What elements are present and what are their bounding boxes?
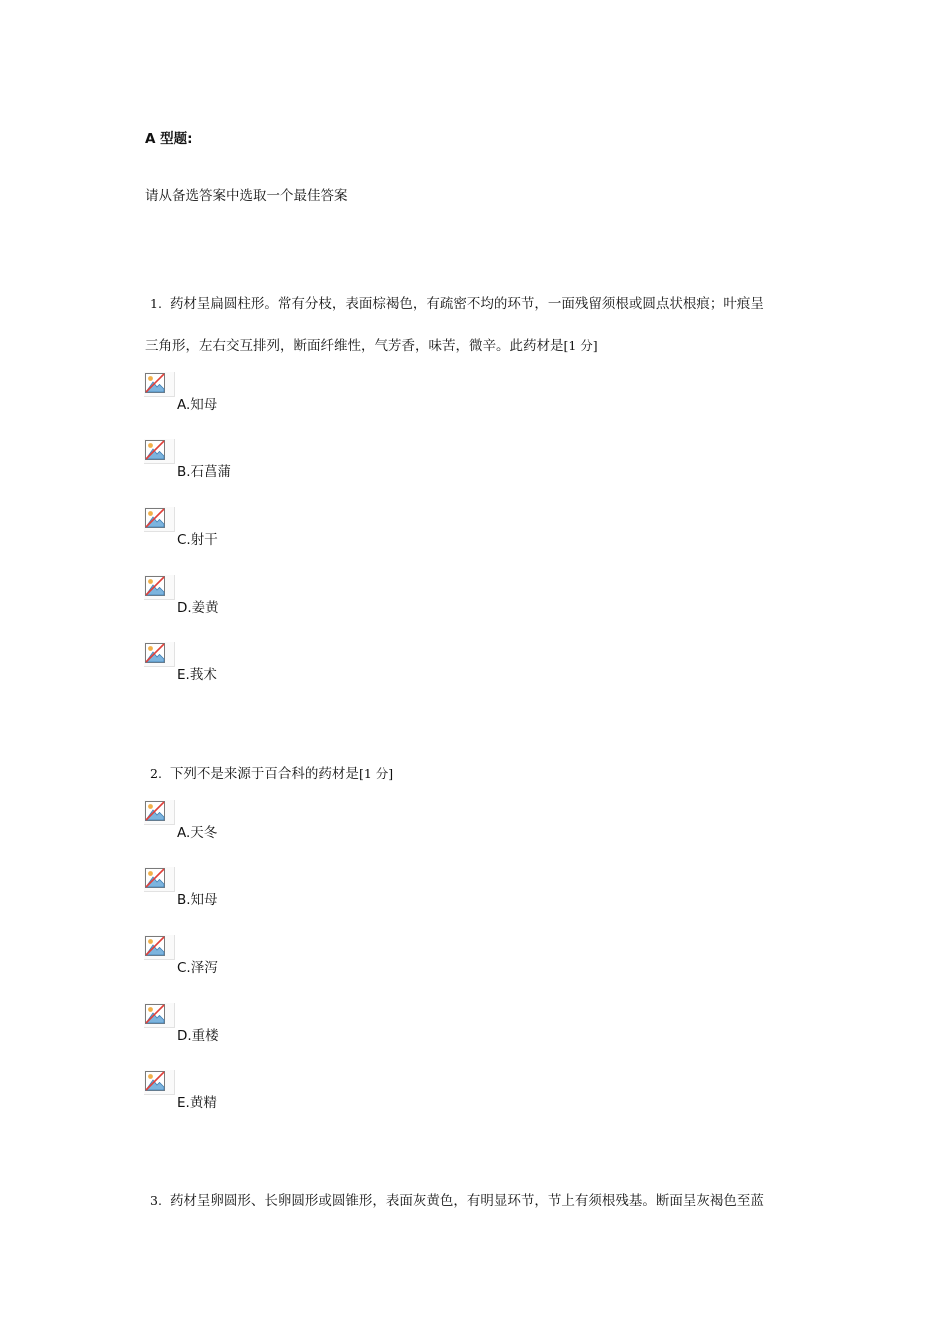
option-label: D.姜黄 xyxy=(177,600,219,616)
question-2-score: [1 分] xyxy=(358,766,394,781)
option-label: B.石菖蒲 xyxy=(177,464,232,480)
question-2-option-b[interactable] xyxy=(144,867,444,911)
option-label: C.射干 xyxy=(177,532,218,548)
question-1-option-a[interactable] xyxy=(144,372,444,416)
question-2-text-line-1 xyxy=(150,765,393,783)
section-title: A 型题: xyxy=(145,131,193,147)
question-2-option-c[interactable] xyxy=(144,935,444,979)
question-1-number: 1. xyxy=(150,296,162,311)
broken-image-icon xyxy=(144,1070,175,1095)
question-2-stem-line-1: 下列不是来源于百合科的药材是 xyxy=(169,766,359,782)
question-3-text-line-1 xyxy=(150,1192,764,1210)
option-label: B.知母 xyxy=(177,892,218,908)
question-1-score: [1 分] xyxy=(563,338,598,353)
broken-image-icon xyxy=(144,935,175,960)
question-3-number: 3. xyxy=(150,1193,162,1208)
broken-image-icon xyxy=(144,867,175,892)
broken-image-icon xyxy=(144,372,175,397)
broken-image-icon xyxy=(144,439,175,464)
broken-image-icon xyxy=(144,575,175,600)
question-2-option-d[interactable] xyxy=(144,1003,444,1047)
option-label: D.重楼 xyxy=(177,1028,219,1044)
option-label: A.知母 xyxy=(177,397,218,413)
question-1-text-line-1 xyxy=(150,295,764,313)
question-1-option-d[interactable] xyxy=(144,575,444,619)
option-label: E.黄精 xyxy=(177,1095,217,1111)
broken-image-icon xyxy=(144,1003,175,1028)
question-1-option-b[interactable] xyxy=(144,439,444,483)
broken-image-icon xyxy=(144,507,175,532)
option-label: E.莪术 xyxy=(177,667,217,683)
question-2-number: 2. xyxy=(150,766,162,781)
broken-image-icon xyxy=(144,642,175,667)
question-2-option-a[interactable] xyxy=(144,800,444,844)
question-1-stem-line-1: 药材呈扁圆柱形。常有分枝，表面棕褐色，有疏密不均的环节，一面残留须根或圆点状根痕；叶痕呈 xyxy=(169,296,764,312)
option-label: A.天冬 xyxy=(177,825,218,841)
option-label: C.泽泻 xyxy=(177,960,218,976)
question-2-option-e[interactable] xyxy=(144,1070,444,1114)
section-instruction: 请从备选答案中选取一个最佳答案 xyxy=(145,188,348,204)
question-1-option-c[interactable] xyxy=(144,507,444,551)
question-3-stem-line-1: 药材呈卵圆形、长卵圆形或圆锥形，表面灰黄色，有明显环节，节上有须根残基。断面呈灰褐色至蓝 xyxy=(169,1193,764,1209)
broken-image-icon xyxy=(144,800,175,825)
question-1-text-line-2 xyxy=(145,337,598,355)
question-1-stem-line-2: 三角形，左右交互排列，断面纤维性，气芳香，味苦，微辛。此药材是 xyxy=(145,338,564,354)
question-1-option-e[interactable] xyxy=(144,642,444,686)
